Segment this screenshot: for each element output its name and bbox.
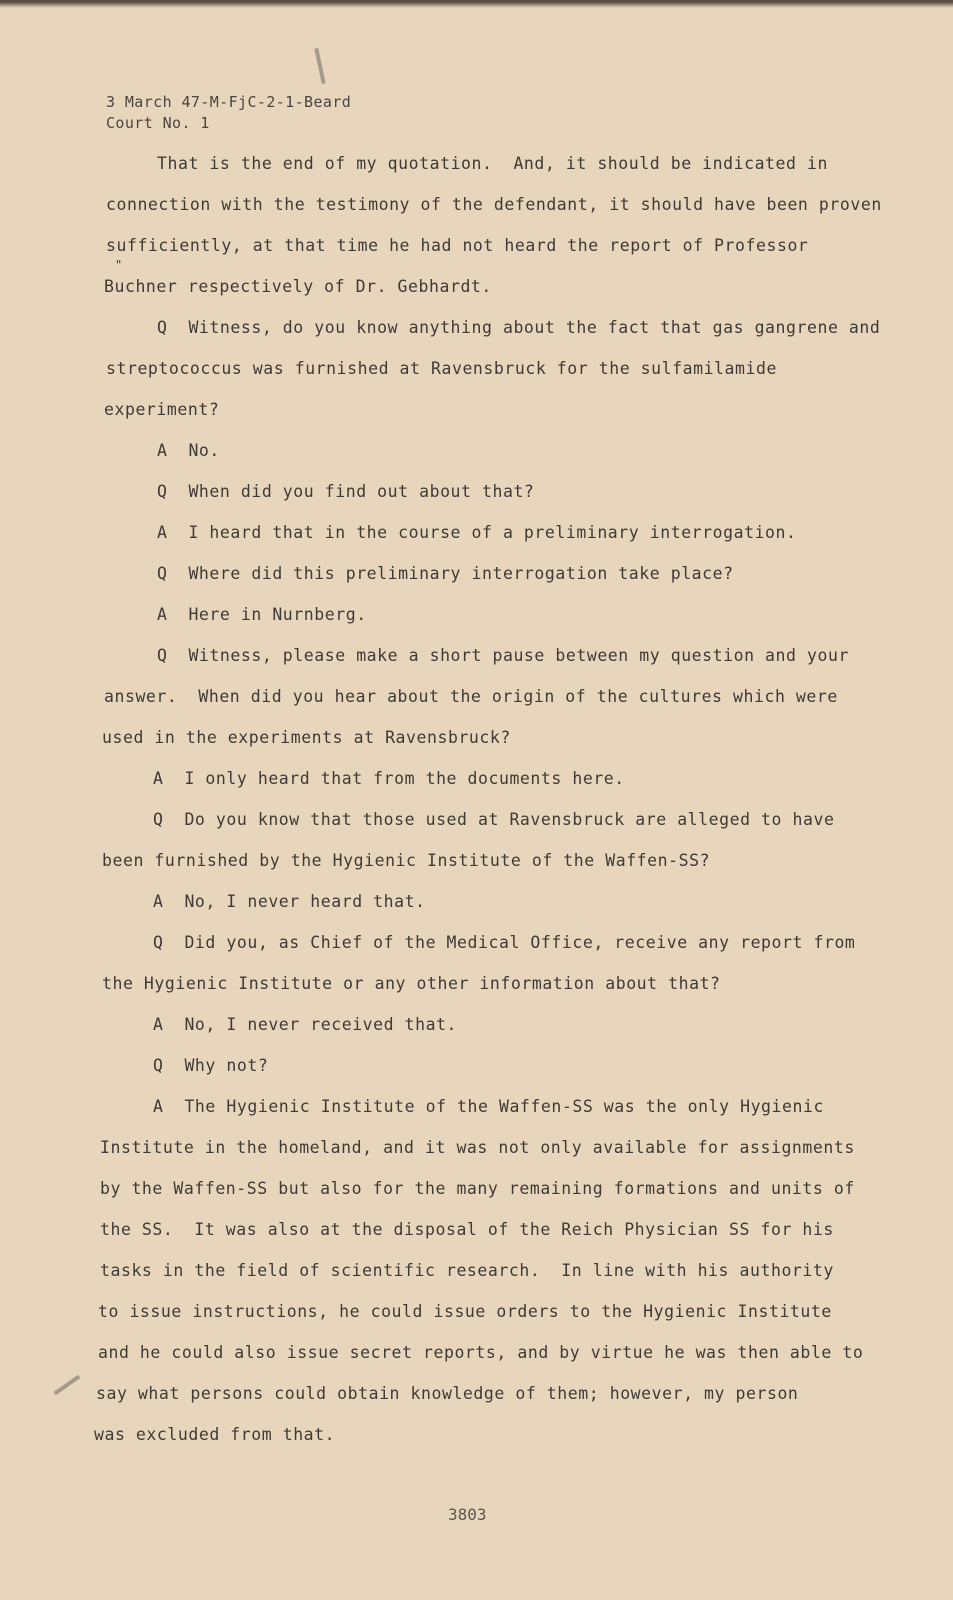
text-line: A The Hygienic Institute of the Waffen-SS was the only Hygienic	[153, 1097, 824, 1116]
text-line: A Here in Nurnberg.	[157, 605, 367, 624]
text-line: Q Do you know that those used at Ravensbruck are alleged to have	[153, 810, 835, 829]
text-line: Institute in the homeland, and it was not only available for assignments	[100, 1138, 855, 1157]
umlaut-mark: "	[115, 258, 123, 272]
top-edge	[0, 0, 953, 10]
text-line: A No.	[157, 441, 220, 460]
text-line: been furnished by the Hygienic Institute of the Waffen-SS?	[102, 851, 711, 870]
text-line: by the Waffen-SS but also for the many remaining formations and units of	[100, 1179, 855, 1198]
text-line: to issue instructions, he could issue orders to the Hygienic Institute	[98, 1302, 832, 1321]
text-line: Q When did you find out about that?	[157, 482, 535, 501]
text-line: That is the end of my quotation. And, it should be indicated in	[157, 154, 828, 173]
text-line: A I heard that in the course of a preliminary interrogation.	[157, 523, 797, 542]
text-line: A No, I never received that.	[153, 1015, 458, 1034]
page-number: 3803	[448, 1505, 487, 1524]
text-line: sufficiently, at that time he had not heard the report of Professor	[106, 236, 809, 255]
text-line: experiment?	[104, 400, 220, 419]
document-header	[106, 92, 351, 134]
header-date-ref: 3 March 47-M-FjC-2-1-Beard	[106, 93, 352, 111]
text-line: tasks in the field of scientific research. In line with his authority	[100, 1261, 834, 1280]
pencil-mark	[54, 1375, 81, 1395]
text-line: Q Witness, do you know anything about the fact that gas gangrene and	[157, 318, 881, 337]
text-line: the SS. It was also at the disposal of the Reich Physician SS for his	[100, 1220, 834, 1239]
text-line: was excluded from that.	[94, 1425, 336, 1444]
text-line: Q Where did this preliminary interrogation take place?	[157, 564, 734, 583]
pencil-mark	[314, 48, 325, 84]
text-line: and he could also issue secret reports, and by virtue he was then able to	[98, 1343, 864, 1362]
text-line: used in the experiments at Ravensbruck?	[102, 728, 511, 747]
text-line: streptococcus was furnished at Ravensbruck for the sulfamilamide	[106, 359, 777, 378]
header-court: Court No. 1	[106, 114, 210, 132]
text-line: A No, I never heard that.	[153, 892, 426, 911]
text-line: connection with the testimony of the defendant, it should have been proven	[106, 195, 882, 214]
text-line: Q Did you, as Chief of the Medical Office, receive any report from	[153, 933, 856, 952]
text-line: say what persons could obtain knowledge of them; however, my person	[96, 1384, 799, 1403]
text-line: the Hygienic Institute or any other information about that?	[102, 974, 721, 993]
text-line: Q Witness, please make a short pause between my question and your	[157, 646, 849, 665]
text-line: Q Why not?	[153, 1056, 269, 1075]
text-line: answer. When did you hear about the origin of the cultures which were	[104, 687, 838, 706]
text-line: A I only heard that from the documents here.	[153, 769, 625, 788]
text-line: Buchner respectively of Dr. Gebhardt.	[104, 277, 492, 296]
